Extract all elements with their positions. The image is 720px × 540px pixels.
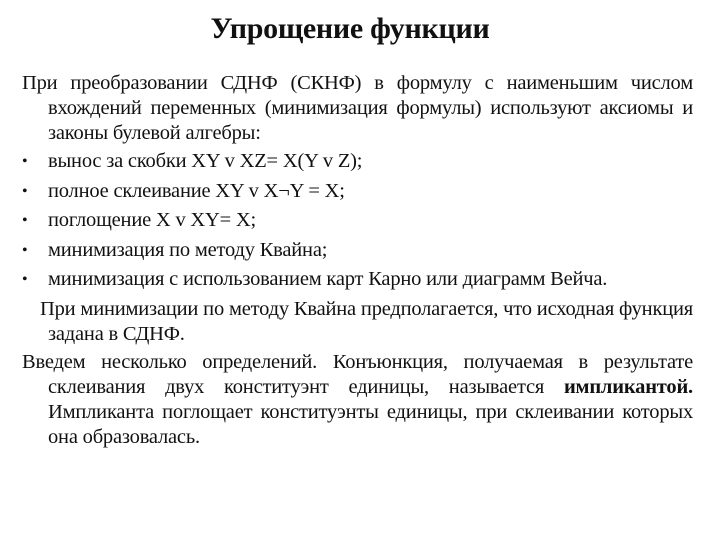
bullet-icon: • xyxy=(22,212,28,229)
implicant-term: импликантой. xyxy=(563,375,693,398)
slide-title: Упрощение функции xyxy=(210,12,490,45)
list-item-text: полное склеивание XY v X¬Y = X; xyxy=(48,179,345,202)
list-item xyxy=(22,267,693,292)
list-item xyxy=(22,208,693,233)
definition-text: Введем несколько определений. Конъюнкция, получаемая в результате склеивания двух конституэнт единицы, называется xyxy=(22,350,693,398)
intro-paragraph: При преобразовании СДНФ (СКНФ) в формулу с наименьшим числом вхождений переменных (минимизация формулы) используют аксиомы и законы булевой алгебры: xyxy=(22,72,693,144)
list-item xyxy=(22,149,693,174)
list-item xyxy=(22,179,693,204)
list-item-text: минимизация с использованием карт Карно или диаграмм Вейча. xyxy=(48,268,608,290)
list-item-text: поглощение X v XY= X; xyxy=(48,209,257,231)
definition-paragraph xyxy=(22,350,693,450)
bullet-icon: • xyxy=(22,182,28,200)
bullet-icon: • xyxy=(22,153,28,170)
list-item-text: минимизация по методу Квайна; xyxy=(48,238,328,261)
definition-text-after: Импликанта поглощает конституэнты единицы, при склеивании которых она образовалась. xyxy=(48,400,693,448)
list-item xyxy=(22,238,693,263)
quine-paragraph: При минимизации по методу Квайна предполагается, что исходная функция задана в СДНФ. xyxy=(40,297,693,345)
list-item-text: вынос за скобки XY v XZ= X(Y v Z); xyxy=(48,150,363,172)
bullet-icon: • xyxy=(22,241,28,259)
bullet-icon: • xyxy=(22,271,28,288)
slide-body xyxy=(22,71,693,453)
